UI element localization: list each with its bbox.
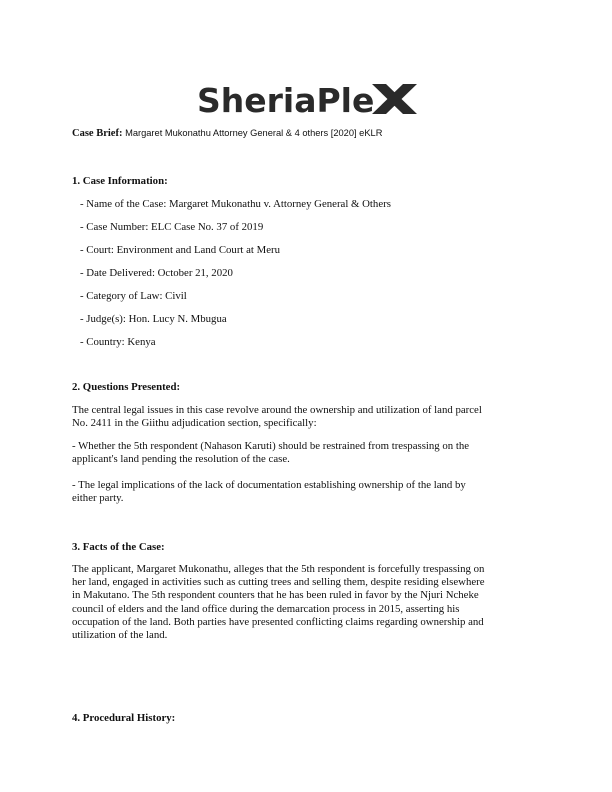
- info-date-delivered: - Date Delivered: October 21, 2020: [80, 267, 233, 279]
- case-brief-line: [72, 128, 382, 139]
- case-brief-title: Margaret Mukonathu Attorney General & 4 others [2020] eKLR: [125, 128, 383, 138]
- sheriaplex-logo: [0, 74, 612, 124]
- case-brief-label: Case Brief:: [72, 128, 123, 139]
- info-case-number: - Case Number: ELC Case No. 37 of 2019: [80, 221, 264, 233]
- facts-paragraph: The applicant, Margaret Mukonathu, alleges that the 5th respondent is forcefully trespassing on her land, engaged in activities such as cutting trees and selling them, despite residing elsewhere in Makutano. The 5th respondent counters that he has been ruled in favor by the Njuri Ncheke council of elders and the land office during the demarcation process in 2015, asserting his occupation of the land. Both parties have presented conflicting claims regarding ownership and utilization of the land.: [72, 563, 485, 642]
- info-judges: - Judge(s): Hon. Lucy N. Mbugua: [80, 313, 227, 325]
- section-heading-questions-presented: 2. Questions Presented:: [72, 381, 181, 393]
- questions-intro-paragraph: The central legal issues in this case revolve around the ownership and utilization of land parcel No. 2411 in the Giithu adjudication section, specifically:: [72, 404, 482, 430]
- section-heading-facts: 3. Facts of the Case:: [72, 541, 165, 553]
- info-country: - Country: Kenya: [80, 336, 156, 348]
- sheriaplex-logo-mark: [191, 74, 421, 122]
- logo-wordmark: SheriaPle: [197, 81, 375, 120]
- info-court: - Court: Environment and Land Court at Meru: [80, 244, 281, 256]
- question-item-documentation: - The legal implications of the lack of documentation establishing ownership of the land by either party.: [72, 479, 466, 505]
- info-category-of-law: - Category of Law: Civil: [80, 290, 187, 302]
- info-case-name: - Name of the Case: Margaret Mukonathu v. Attorney General & Others: [80, 198, 391, 210]
- section-heading-procedural-history: 4. Procedural History:: [72, 712, 176, 724]
- section-heading-case-information: 1. Case Information:: [72, 175, 168, 187]
- logo-x-mark: [372, 84, 417, 114]
- question-item-trespass: - Whether the 5th respondent (Nahason Karuti) should be restrained from trespassing on the applicant's land pending the resolution of the case.: [72, 440, 470, 466]
